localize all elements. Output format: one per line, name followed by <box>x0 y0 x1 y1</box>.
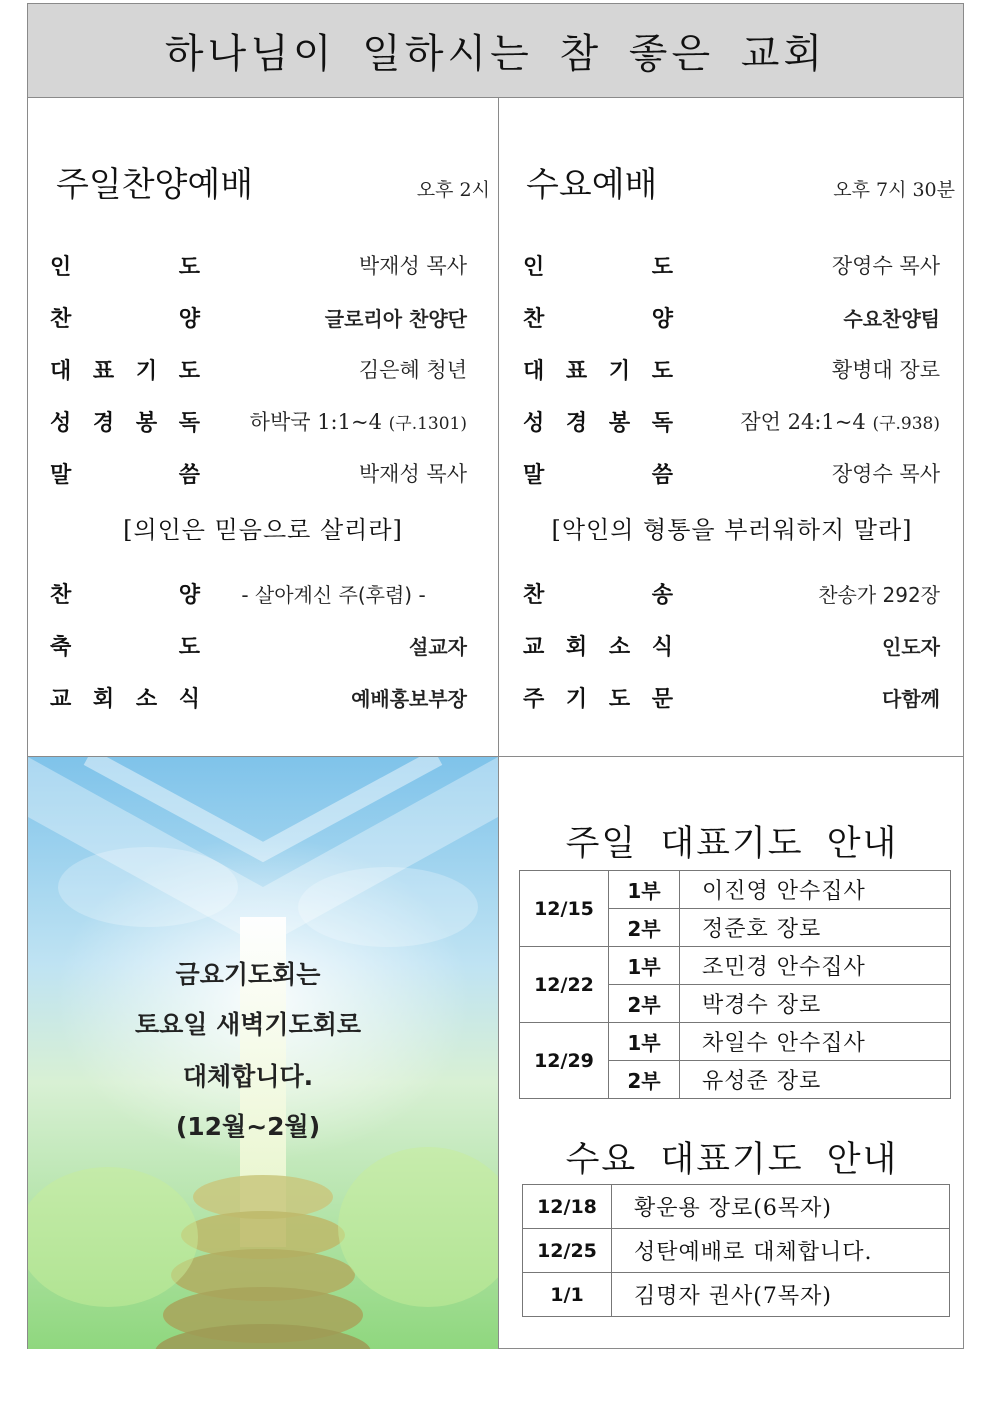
order-value-text: 장영수 목사 <box>831 462 940 486</box>
order-value-text: 황병대 장로 <box>831 358 940 382</box>
order-row <box>50 627 467 663</box>
table-row <box>523 1185 950 1229</box>
order-value <box>200 303 467 332</box>
order-label-char: 대 <box>50 358 72 384</box>
order-label-char: 도 <box>651 358 673 384</box>
order-label-char: 양 <box>178 582 200 608</box>
order-value <box>200 631 467 660</box>
prayer-name: 차일수 안수집사 <box>680 1023 951 1061</box>
order-row <box>523 575 940 611</box>
order-row <box>50 679 467 715</box>
order-label-char: 경 <box>92 410 115 436</box>
order-value <box>200 354 467 384</box>
bulletin-header <box>28 4 963 98</box>
order-value-text: 박재성 목사 <box>358 462 467 486</box>
order-label-char: 찬 <box>50 306 72 332</box>
friday-notice-line-1: 금요기도회는 <box>175 960 321 989</box>
order-value-text: - 살아계신 주(후렴) - <box>241 582 426 607</box>
prayer-date: 1/1 <box>523 1273 612 1317</box>
prayer-name: 박경수 장로 <box>680 985 951 1023</box>
order-label <box>523 458 673 489</box>
prayer-date: 12/18 <box>523 1185 612 1229</box>
order-label <box>523 302 673 333</box>
prayer-name: 유성준 장로 <box>680 1061 951 1099</box>
order-row <box>523 299 940 335</box>
order-value <box>200 250 467 280</box>
order-label-char: 씀 <box>651 462 673 488</box>
order-label-char: 소 <box>608 634 631 660</box>
order-row <box>50 299 467 335</box>
order-value-text: 예배홍보부장 <box>351 686 467 711</box>
order-value-ref: (구.938) <box>872 414 940 434</box>
order-value <box>200 683 467 712</box>
order-value <box>673 579 940 608</box>
order-row <box>523 247 940 283</box>
order-label-char: 도 <box>608 686 631 712</box>
order-value-text: 박재성 목사 <box>358 254 467 278</box>
order-label <box>50 354 200 385</box>
prayer-name: 황운용 장로(6목자) <box>612 1185 950 1229</box>
order-label-char: 교 <box>50 686 72 712</box>
order-label <box>50 578 200 609</box>
prayer-name: 정준호 장로 <box>680 909 951 947</box>
order-label <box>523 406 673 437</box>
order-label <box>50 630 200 661</box>
friday-notice-line-2: 토요일 새벽기도회로 <box>134 1010 362 1039</box>
order-label-char: 문 <box>651 686 673 712</box>
order-label-char: 회 <box>92 686 115 712</box>
prayer-part: 1부 <box>609 947 680 985</box>
order-row <box>523 679 940 715</box>
order-value <box>673 683 940 712</box>
order-value-ref: (구.1301) <box>388 414 467 434</box>
order-label-char: 송 <box>651 582 673 608</box>
wednesday-service <box>499 98 965 756</box>
order-value-text: 다함께 <box>882 686 940 711</box>
sunday-service-heading <box>28 160 498 206</box>
order-label-char: 인 <box>50 254 72 280</box>
order-value <box>673 354 940 384</box>
sunday-prayer-table <box>519 870 951 1099</box>
order-label-char: 성 <box>523 410 545 436</box>
table-row <box>523 1273 950 1317</box>
order-value <box>673 250 940 280</box>
sunday-sermon-title: [의인은 믿음으로 살리라] <box>123 516 403 544</box>
prayer-name: 조민경 안수집사 <box>680 947 951 985</box>
order-value <box>673 631 940 660</box>
cross-illustration-image <box>28 757 498 1349</box>
order-value-text: 찬송가 292장 <box>818 582 940 607</box>
order-row <box>50 575 467 611</box>
order-label-char: 기 <box>608 358 631 384</box>
order-label-char: 말 <box>50 462 72 488</box>
order-label-char: 주 <box>523 686 545 712</box>
wednesday-prayer-title: 수요 대표기도 안내 <box>565 1140 899 1180</box>
prayer-part: 1부 <box>609 871 680 909</box>
order-label-char: 찬 <box>523 306 545 332</box>
wednesday-sermon-title: [악인의 형통을 부러워하지 말라] <box>551 516 913 544</box>
prayer-name: 성탄예배로 대체합니다. <box>612 1229 950 1273</box>
order-label-char: 봉 <box>608 410 631 436</box>
order-value <box>200 458 467 488</box>
wednesday-prayer-table <box>522 1184 950 1317</box>
sunday-prayer-title: 주일 대표기도 안내 <box>565 824 899 864</box>
wednesday-service-time: 오후 7시 30분 <box>833 179 955 201</box>
order-label-char: 도 <box>178 358 200 384</box>
order-label <box>50 406 200 437</box>
order-label <box>523 250 673 281</box>
order-label-char: 독 <box>651 410 673 436</box>
sunday-service <box>28 98 498 756</box>
order-value-text: 장영수 목사 <box>831 254 940 278</box>
order-value-text: 김은혜 청년 <box>358 358 467 382</box>
order-label-char: 양 <box>178 306 200 332</box>
order-label-char: 표 <box>92 358 115 384</box>
order-row <box>523 455 940 491</box>
prayer-part: 2부 <box>609 985 680 1023</box>
order-row <box>50 403 467 439</box>
order-label <box>523 630 673 661</box>
sunday-service-title: 주일찬양예배 <box>56 165 254 205</box>
order-label <box>523 578 673 609</box>
wednesday-service-heading <box>499 160 965 206</box>
order-label-char: 축 <box>50 634 72 660</box>
order-label-char: 독 <box>178 410 200 436</box>
prayer-name: 이진영 안수집사 <box>680 871 951 909</box>
friday-notice-line-4: (12월~2월) <box>175 1112 321 1141</box>
order-row <box>50 455 467 491</box>
order-label <box>523 354 673 385</box>
order-label-char: 도 <box>178 254 200 280</box>
order-value <box>200 579 467 608</box>
order-label <box>50 682 200 713</box>
bulletin-frame <box>27 3 964 1349</box>
order-value-text: 수요찬양팀 <box>843 306 940 331</box>
order-value-text: 잠언 24:1~4 <box>740 410 866 434</box>
order-value-text: 인도자 <box>882 634 940 659</box>
order-label-char: 소 <box>135 686 158 712</box>
order-value <box>673 406 940 436</box>
order-label <box>50 458 200 489</box>
wednesday-service-title: 수요예배 <box>526 165 658 205</box>
cross-illustration <box>28 757 498 1349</box>
friday-notice-line-3: 대체합니다. <box>182 1062 314 1091</box>
order-label <box>523 682 673 713</box>
order-label-char: 표 <box>565 358 588 384</box>
order-label-char: 교 <box>523 634 545 660</box>
order-label <box>50 250 200 281</box>
order-label-char: 회 <box>565 634 588 660</box>
order-label-char: 씀 <box>178 462 200 488</box>
order-label-char: 대 <box>523 358 545 384</box>
order-row <box>50 247 467 283</box>
prayer-part: 2부 <box>609 1061 680 1099</box>
order-row <box>50 351 467 387</box>
order-value <box>673 458 940 488</box>
prayer-date: 12/15 <box>520 871 609 947</box>
order-label-char: 식 <box>178 686 200 712</box>
order-row <box>523 403 940 439</box>
order-label-char: 경 <box>565 410 588 436</box>
church-title: 하나님이 일하시는 참 좋은 교회 <box>164 31 827 77</box>
prayer-name: 김명자 권사(7목자) <box>612 1273 950 1317</box>
table-row <box>520 947 951 985</box>
prayer-date: 12/29 <box>520 1023 609 1099</box>
prayer-date: 12/25 <box>523 1229 612 1273</box>
table-row <box>523 1229 950 1273</box>
order-label-char: 봉 <box>135 410 158 436</box>
order-label-char: 식 <box>651 634 673 660</box>
order-label-char: 도 <box>178 634 200 660</box>
order-label-char: 말 <box>523 462 545 488</box>
order-value-text: 글로리아 찬양단 <box>324 306 467 331</box>
order-label-char: 인 <box>523 254 545 280</box>
sunday-service-time: 오후 2시 <box>416 179 490 201</box>
table-row <box>520 1023 951 1061</box>
prayer-date: 12/22 <box>520 947 609 1023</box>
prayer-part: 1부 <box>609 1023 680 1061</box>
order-label-char: 찬 <box>523 582 545 608</box>
order-label <box>50 302 200 333</box>
order-value <box>200 406 467 436</box>
table-row <box>520 871 951 909</box>
order-row <box>523 627 940 663</box>
order-value-text: 하박국 1:1~4 <box>249 410 382 434</box>
order-label-char: 성 <box>50 410 72 436</box>
order-row <box>523 351 940 387</box>
order-value <box>673 303 940 332</box>
prayer-part: 2부 <box>609 909 680 947</box>
order-label-char: 기 <box>565 686 588 712</box>
order-value-text: 설교자 <box>409 634 467 659</box>
order-label-char: 양 <box>651 306 673 332</box>
order-label-char: 기 <box>135 358 158 384</box>
order-label-char: 찬 <box>50 582 72 608</box>
order-label-char: 도 <box>651 254 673 280</box>
